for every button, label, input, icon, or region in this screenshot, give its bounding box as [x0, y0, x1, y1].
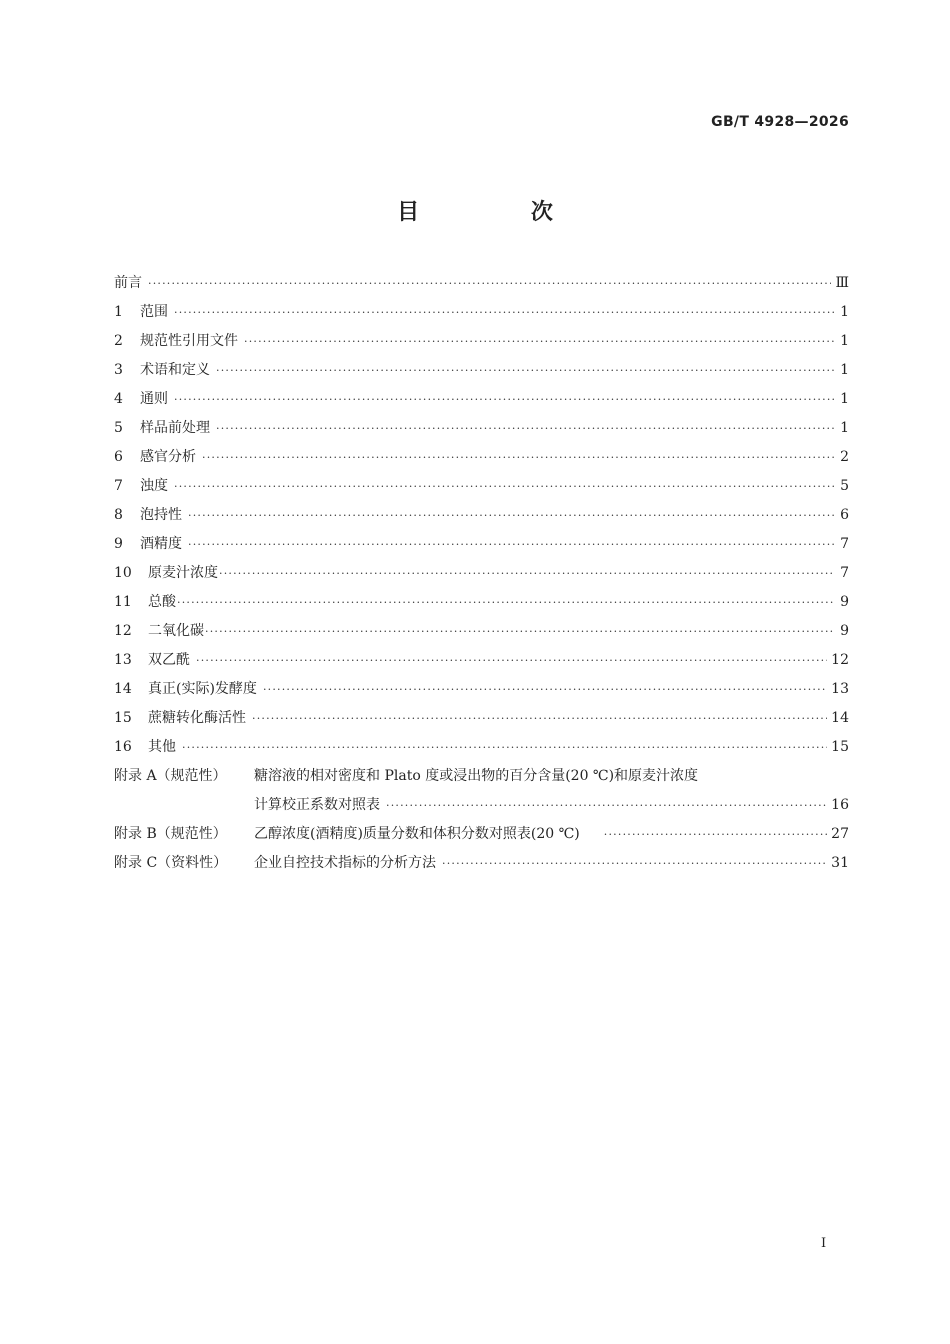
toc-entry-page: 7	[840, 536, 849, 552]
toc-entry-page: 7	[840, 565, 849, 581]
toc-entry-label: 酒精度	[140, 536, 182, 552]
toc-entry-number: 14	[114, 681, 132, 697]
page-number: I	[821, 1236, 827, 1251]
toc-entry-number: 11	[114, 594, 132, 610]
toc-entry-number: 15	[114, 710, 132, 726]
toc-entry-page: 9	[840, 623, 849, 639]
toc-entry[interactable]	[114, 562, 849, 584]
annex-label: 乙醇浓度(酒精度)质量分数和体积分数对照表(20 ℃)	[254, 826, 580, 842]
leader-dots	[205, 621, 835, 643]
leader-dots	[182, 737, 827, 759]
toc-entry-label: 通则	[140, 391, 168, 407]
toc-entry-label: 真正(实际)发酵度	[148, 681, 257, 697]
toc-entry[interactable]	[114, 678, 849, 700]
toc-entry[interactable]	[114, 359, 849, 381]
annex-label: 企业自控技术指标的分析方法	[254, 855, 436, 871]
annex-label-continued: 计算校正系数对照表	[254, 797, 380, 813]
toc-entry-number: 1	[114, 304, 123, 320]
toc-entry[interactable]	[114, 446, 849, 468]
toc-entry[interactable]	[114, 533, 849, 555]
toc-entry-number: 7	[114, 478, 123, 494]
toc-entry[interactable]	[114, 301, 849, 323]
toc-entry-label: 蔗糖转化酶活性	[148, 710, 246, 726]
toc-entry-label: 术语和定义	[140, 362, 210, 378]
toc-entry-number: 13	[114, 652, 132, 668]
toc-entry-label: 泡持性	[140, 507, 182, 523]
toc-entry-page: 14	[831, 710, 849, 726]
toc-entry-number: 2	[114, 333, 123, 349]
toc-entry-page: 6	[840, 507, 849, 523]
toc-entry-label: 二氧化碳	[148, 623, 204, 639]
toc-entry[interactable]	[114, 504, 849, 526]
leader-dots	[386, 795, 827, 817]
leader-dots	[442, 853, 827, 875]
toc-entry[interactable]	[114, 736, 849, 758]
toc-entry[interactable]	[114, 620, 849, 642]
toc-entry-label: 样品前处理	[140, 420, 210, 436]
toc-entry-label: 前言	[114, 275, 142, 291]
standard-code: GB/T 4928—2026	[711, 114, 849, 130]
toc-entry-label: 总酸	[148, 594, 176, 610]
toc-entry[interactable]	[114, 475, 849, 497]
toc-entry[interactable]	[114, 330, 849, 352]
annex-label: 糖溶液的相对密度和 Plato 度或浸出物的百分含量(20 ℃)和原麦汁浓度	[254, 768, 699, 784]
toc-entry-foreword[interactable]	[114, 272, 849, 294]
toc-entry-page: 15	[831, 739, 849, 755]
leader-dots	[252, 708, 827, 730]
toc-entry[interactable]	[114, 707, 849, 729]
toc-entry[interactable]	[114, 649, 849, 671]
toc-entry-number: 9	[114, 536, 123, 552]
toc-entry[interactable]	[114, 388, 849, 410]
leader-dots	[174, 389, 835, 411]
leader-dots	[216, 360, 835, 382]
leader-dots	[216, 418, 835, 440]
toc-entry-page: 13	[831, 681, 849, 697]
leader-dots	[604, 824, 827, 846]
toc-entry-page: 1	[840, 333, 849, 349]
toc-entry-label: 原麦汁浓度	[148, 565, 218, 581]
toc-entry-number: 5	[114, 420, 123, 436]
leader-dots	[263, 679, 827, 701]
leader-dots	[202, 447, 835, 469]
toc-annex-b[interactable]	[114, 823, 849, 845]
toc-entry-page: 2	[840, 449, 849, 465]
leader-dots	[196, 650, 827, 672]
toc-annex-a-line1[interactable]	[114, 765, 849, 787]
toc-entry-label: 范围	[140, 304, 168, 320]
toc-entry-number: 6	[114, 449, 123, 465]
toc-entry-page: 5	[840, 478, 849, 494]
toc-entry-page: 27	[831, 826, 849, 842]
toc-annex-c[interactable]	[114, 852, 849, 874]
toc-annex-a-line2[interactable]	[114, 794, 849, 816]
leader-dots	[174, 476, 835, 498]
toc-entry-label: 感官分析	[140, 449, 196, 465]
toc-entry[interactable]	[114, 417, 849, 439]
toc-entry-page: 1	[840, 391, 849, 407]
annex-tag: 附录 A（规范性）	[114, 768, 227, 784]
toc-entry-page: 12	[831, 652, 849, 668]
toc-entry-page: 31	[831, 855, 849, 871]
toc-entry-page: 16	[831, 797, 849, 813]
annex-tag: 附录 B（规范性）	[114, 826, 227, 842]
leader-dots	[244, 331, 835, 353]
toc-entry-label: 双乙酰	[148, 652, 190, 668]
leader-dots	[219, 563, 835, 585]
leader-dots	[174, 302, 835, 324]
leader-dots	[177, 592, 835, 614]
toc-entry-page: Ⅲ	[835, 275, 849, 291]
toc-entry-page: 1	[840, 304, 849, 320]
toc-entry[interactable]	[114, 591, 849, 613]
toc-entry-label: 规范性引用文件	[140, 333, 238, 349]
leader-dots	[188, 505, 835, 527]
toc-entry-number: 3	[114, 362, 123, 378]
toc-entry-page: 1	[840, 362, 849, 378]
toc-entry-label: 浊度	[140, 478, 168, 494]
toc-entry-number: 8	[114, 507, 123, 523]
toc-entry-number: 16	[114, 739, 132, 755]
toc-entry-number: 4	[114, 391, 123, 407]
toc-entry-label: 其他	[148, 739, 176, 755]
toc-entry-page: 1	[840, 420, 849, 436]
annex-tag: 附录 C（资料性）	[114, 855, 228, 871]
toc-entry-number: 12	[114, 623, 132, 639]
toc-entry-number: 10	[114, 565, 132, 581]
toc-entry-page: 9	[840, 594, 849, 610]
page-title: 目 次	[397, 200, 605, 225]
leader-dots	[148, 273, 831, 295]
leader-dots	[188, 534, 835, 556]
